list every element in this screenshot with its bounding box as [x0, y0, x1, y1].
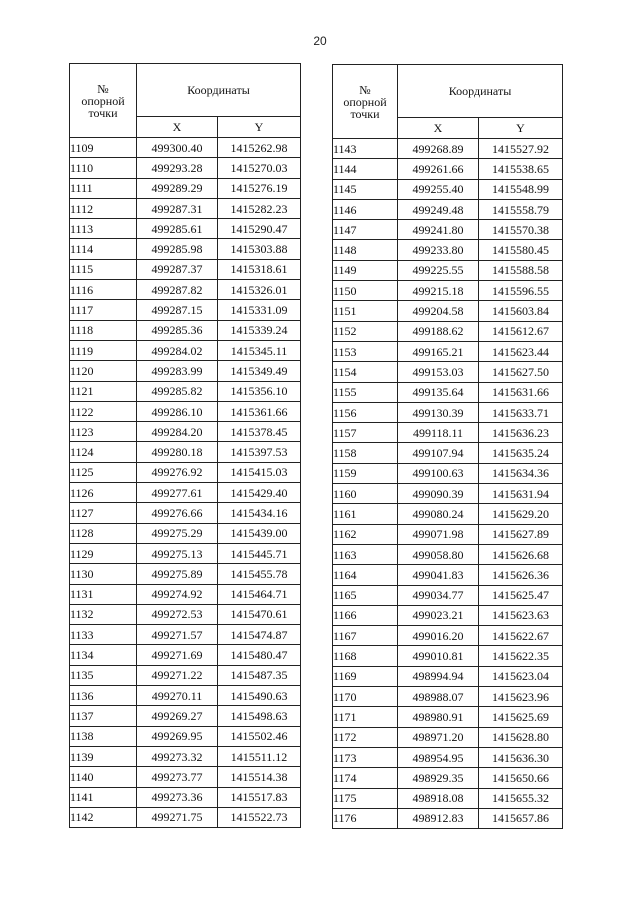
y-coordinate-cell: 1415603.84 [479, 301, 563, 321]
y-coordinate-cell: 1415622.35 [479, 646, 563, 666]
point-number-cell: 1113 [70, 219, 137, 239]
x-coordinate-cell: 499016.20 [398, 626, 479, 646]
table-row [333, 139, 563, 159]
y-coordinate-cell: 1415480.47 [218, 645, 301, 665]
point-number-cell: 1171 [333, 707, 398, 727]
table-row [70, 564, 301, 584]
table-row [70, 767, 301, 787]
y-coordinate-cell: 1415490.63 [218, 686, 301, 706]
table-row [333, 768, 563, 788]
y-coordinate-cell: 1415511.12 [218, 746, 301, 766]
x-coordinate-cell: 499285.82 [137, 381, 218, 401]
y-coordinate-cell: 1415580.45 [479, 240, 563, 260]
table-row [333, 504, 563, 524]
y-coordinate-cell: 1415625.47 [479, 585, 563, 605]
table-row [70, 219, 301, 239]
x-coordinate-cell: 499289.29 [137, 178, 218, 198]
y-coordinate-cell: 1415623.44 [479, 341, 563, 361]
y-coordinate-cell: 1415631.66 [479, 382, 563, 402]
x-coordinate-cell: 499275.29 [137, 523, 218, 543]
page-number: 20 [313, 34, 327, 48]
y-coordinate-cell: 1415474.87 [218, 625, 301, 645]
table-row [70, 686, 301, 706]
point-number-cell: 1165 [333, 585, 398, 605]
x-coordinate-cell: 499271.57 [137, 625, 218, 645]
point-number-header-line: № [97, 81, 109, 96]
x-coordinate-cell: 499271.69 [137, 645, 218, 665]
x-coordinate-cell: 498929.35 [398, 768, 479, 788]
point-number-cell: 1126 [70, 483, 137, 503]
table-row [333, 463, 563, 483]
table-row [70, 746, 301, 766]
coordinates-header: Координаты [137, 64, 301, 117]
y-coordinate-cell: 1415636.23 [479, 423, 563, 443]
x-coordinate-cell: 498918.08 [398, 788, 479, 808]
y-coordinate-cell: 1415349.49 [218, 361, 301, 381]
x-coordinate-cell: 498912.83 [398, 808, 479, 828]
y-coordinate-cell: 1415498.63 [218, 706, 301, 726]
point-number-cell: 1129 [70, 543, 137, 563]
x-coordinate-cell: 499284.02 [137, 340, 218, 360]
point-number-cell: 1117 [70, 300, 137, 320]
x-coordinate-cell: 499269.27 [137, 706, 218, 726]
point-number-cell: 1158 [333, 443, 398, 463]
table-row [70, 523, 301, 543]
x-coordinate-cell: 499233.80 [398, 240, 479, 260]
x-coordinate-cell: 499286.10 [137, 401, 218, 421]
point-number-header [70, 64, 137, 138]
table-row [70, 259, 301, 279]
y-coordinate-cell: 1415650.66 [479, 768, 563, 788]
point-number-cell: 1135 [70, 665, 137, 685]
point-number-cell: 1159 [333, 463, 398, 483]
point-number-cell: 1115 [70, 259, 137, 279]
point-number-cell: 1146 [333, 199, 398, 219]
point-number-cell: 1154 [333, 362, 398, 382]
y-coordinate-cell: 1415527.92 [479, 139, 563, 159]
table-row [70, 787, 301, 807]
table-row [333, 402, 563, 422]
point-number-cell: 1134 [70, 645, 137, 665]
table-row [70, 462, 301, 482]
y-coordinate-cell: 1415625.69 [479, 707, 563, 727]
table-row [70, 320, 301, 340]
y-coordinate-cell: 1415627.89 [479, 524, 563, 544]
point-number-cell: 1142 [70, 807, 137, 827]
table-row [333, 484, 563, 504]
y-coordinate-cell: 1415522.73 [218, 807, 301, 827]
x-coordinate-cell: 499274.92 [137, 584, 218, 604]
x-coordinate-cell: 498971.20 [398, 727, 479, 747]
table-row [333, 159, 563, 179]
x-coordinate-cell: 499283.99 [137, 361, 218, 381]
point-number-cell: 1160 [333, 484, 398, 504]
point-number-cell: 1161 [333, 504, 398, 524]
x-coordinate-cell: 499287.31 [137, 198, 218, 218]
point-number-cell: 1143 [333, 139, 398, 159]
point-number-cell: 1168 [333, 646, 398, 666]
point-number-cell: 1152 [333, 321, 398, 341]
table-body-right [333, 139, 563, 829]
point-number-cell: 1109 [70, 138, 137, 158]
y-coordinate-cell: 1415339.24 [218, 320, 301, 340]
point-number-cell: 1110 [70, 158, 137, 178]
y-coordinate-cell: 1415517.83 [218, 787, 301, 807]
table-row [333, 788, 563, 808]
x-coordinate-cell: 498994.94 [398, 666, 479, 686]
table-row [70, 138, 301, 158]
x-coordinate-cell: 499188.62 [398, 321, 479, 341]
table-row [333, 747, 563, 767]
table-row [70, 442, 301, 462]
point-number-header-line: точки [350, 106, 380, 121]
x-coordinate-cell: 499010.81 [398, 646, 479, 666]
point-number-cell: 1130 [70, 564, 137, 584]
x-coordinate-cell: 499276.66 [137, 503, 218, 523]
y-column-header: Y [218, 117, 301, 138]
point-number-cell: 1138 [70, 726, 137, 746]
point-number-cell: 1174 [333, 768, 398, 788]
point-number-cell: 1119 [70, 340, 137, 360]
x-coordinate-cell: 499071.98 [398, 524, 479, 544]
x-coordinate-cell: 499285.61 [137, 219, 218, 239]
x-coordinate-cell: 499041.83 [398, 565, 479, 585]
point-number-cell: 1136 [70, 686, 137, 706]
table-row [333, 220, 563, 240]
point-number-cell: 1164 [333, 565, 398, 585]
point-number-cell: 1170 [333, 687, 398, 707]
y-coordinate-cell: 1415655.32 [479, 788, 563, 808]
y-coordinate-cell: 1415626.68 [479, 544, 563, 564]
y-coordinate-cell: 1415634.36 [479, 463, 563, 483]
point-number-cell: 1128 [70, 523, 137, 543]
x-coordinate-cell: 499058.80 [398, 544, 479, 564]
x-coordinate-cell: 498954.95 [398, 747, 479, 767]
y-coordinate-cell: 1415326.01 [218, 280, 301, 300]
y-coordinate-cell: 1415282.23 [218, 198, 301, 218]
point-number-cell: 1141 [70, 787, 137, 807]
x-coordinate-cell: 499287.15 [137, 300, 218, 320]
point-number-cell: 1147 [333, 220, 398, 240]
point-number-cell: 1169 [333, 666, 398, 686]
point-number-cell: 1167 [333, 626, 398, 646]
x-coordinate-cell: 499287.37 [137, 259, 218, 279]
y-coordinate-cell: 1415378.45 [218, 422, 301, 442]
table-row [70, 604, 301, 624]
x-coordinate-cell: 499225.55 [398, 260, 479, 280]
x-coordinate-cell: 499100.63 [398, 463, 479, 483]
coordinates-header: Координаты [398, 65, 563, 118]
x-coordinate-cell: 499090.39 [398, 484, 479, 504]
y-coordinate-cell: 1415623.63 [479, 605, 563, 625]
x-coordinate-cell: 499293.28 [137, 158, 218, 178]
y-coordinate-cell: 1415445.71 [218, 543, 301, 563]
x-coordinate-cell: 499255.40 [398, 179, 479, 199]
table-row [70, 158, 301, 178]
point-number-cell: 1125 [70, 462, 137, 482]
table-row [70, 300, 301, 320]
x-coordinate-cell: 498988.07 [398, 687, 479, 707]
x-coordinate-cell: 499165.21 [398, 341, 479, 361]
table-row [70, 645, 301, 665]
table-row [70, 361, 301, 381]
point-number-cell: 1140 [70, 767, 137, 787]
point-number-cell: 1151 [333, 301, 398, 321]
y-coordinate-cell: 1415635.24 [479, 443, 563, 463]
table-row [333, 321, 563, 341]
table-row [70, 584, 301, 604]
y-coordinate-cell: 1415657.86 [479, 808, 563, 828]
y-coordinate-cell: 1415623.96 [479, 687, 563, 707]
y-coordinate-cell: 1415270.03 [218, 158, 301, 178]
y-coordinate-cell: 1415397.53 [218, 442, 301, 462]
x-coordinate-cell: 499080.24 [398, 504, 479, 524]
y-coordinate-cell: 1415628.80 [479, 727, 563, 747]
point-number-cell: 1124 [70, 442, 137, 462]
x-coordinate-cell: 499273.36 [137, 787, 218, 807]
point-number-cell: 1118 [70, 320, 137, 340]
y-coordinate-cell: 1415470.61 [218, 604, 301, 624]
y-coordinate-cell: 1415361.66 [218, 401, 301, 421]
point-number-cell: 1131 [70, 584, 137, 604]
y-coordinate-cell: 1415631.94 [479, 484, 563, 504]
point-number-cell: 1156 [333, 402, 398, 422]
x-coordinate-cell: 499277.61 [137, 483, 218, 503]
table-row [333, 382, 563, 402]
table-row [70, 178, 301, 198]
point-number-cell: 1163 [333, 544, 398, 564]
point-number-cell: 1120 [70, 361, 137, 381]
point-number-cell: 1111 [70, 178, 137, 198]
y-coordinate-cell: 1415345.11 [218, 340, 301, 360]
point-number-cell: 1148 [333, 240, 398, 260]
point-number-cell: 1149 [333, 260, 398, 280]
point-number-cell: 1172 [333, 727, 398, 747]
y-coordinate-cell: 1415570.38 [479, 220, 563, 240]
point-number-cell: 1166 [333, 605, 398, 625]
point-number-cell: 1157 [333, 423, 398, 443]
table-row [333, 301, 563, 321]
y-column-header: Y [479, 118, 563, 139]
table-row [333, 544, 563, 564]
point-number-cell: 1133 [70, 625, 137, 645]
table-row [70, 665, 301, 685]
table-row [70, 239, 301, 259]
table-row [70, 340, 301, 360]
coordinates-table-right [332, 64, 563, 829]
x-coordinate-cell: 499287.82 [137, 280, 218, 300]
table-row [333, 808, 563, 828]
y-coordinate-cell: 1415356.10 [218, 381, 301, 401]
point-number-cell: 1175 [333, 788, 398, 808]
y-coordinate-cell: 1415290.47 [218, 219, 301, 239]
x-coordinate-cell: 499276.92 [137, 462, 218, 482]
y-coordinate-cell: 1415415.03 [218, 462, 301, 482]
x-coordinate-cell: 499285.98 [137, 239, 218, 259]
x-coordinate-cell: 499261.66 [398, 159, 479, 179]
table-row [333, 423, 563, 443]
x-coordinate-cell: 499118.11 [398, 423, 479, 443]
y-coordinate-cell: 1415548.99 [479, 179, 563, 199]
y-coordinate-cell: 1415612.67 [479, 321, 563, 341]
point-number-cell: 1173 [333, 747, 398, 767]
table-row [333, 585, 563, 605]
point-number-cell: 1137 [70, 706, 137, 726]
y-coordinate-cell: 1415464.71 [218, 584, 301, 604]
x-coordinate-cell: 499135.64 [398, 382, 479, 402]
table-row [70, 726, 301, 746]
table-row [70, 543, 301, 563]
table-row [70, 503, 301, 523]
table-row [333, 199, 563, 219]
table-row [70, 401, 301, 421]
y-coordinate-cell: 1415629.20 [479, 504, 563, 524]
table-row [333, 362, 563, 382]
x-coordinate-cell: 499271.22 [137, 665, 218, 685]
y-coordinate-cell: 1415434.16 [218, 503, 301, 523]
table-row [70, 198, 301, 218]
x-coordinate-cell: 499107.94 [398, 443, 479, 463]
y-coordinate-cell: 1415596.55 [479, 281, 563, 301]
table-row [333, 687, 563, 707]
x-coordinate-cell: 499273.77 [137, 767, 218, 787]
y-coordinate-cell: 1415626.36 [479, 565, 563, 585]
point-number-cell: 1176 [333, 808, 398, 828]
x-coordinate-cell: 499271.75 [137, 807, 218, 827]
x-coordinate-cell: 499285.36 [137, 320, 218, 340]
y-coordinate-cell: 1415514.38 [218, 767, 301, 787]
y-coordinate-cell: 1415502.46 [218, 726, 301, 746]
table-row [333, 341, 563, 361]
point-number-cell: 1127 [70, 503, 137, 523]
y-coordinate-cell: 1415487.35 [218, 665, 301, 685]
x-coordinate-cell: 499268.89 [398, 139, 479, 159]
point-number-header-line: опорной [343, 94, 387, 109]
coordinates-table-left [69, 63, 301, 828]
y-coordinate-cell: 1415439.00 [218, 523, 301, 543]
x-coordinate-cell: 499275.13 [137, 543, 218, 563]
x-coordinate-cell: 499130.39 [398, 402, 479, 422]
y-coordinate-cell: 1415588.58 [479, 260, 563, 280]
y-coordinate-cell: 1415318.61 [218, 259, 301, 279]
y-coordinate-cell: 1415262.98 [218, 138, 301, 158]
x-coordinate-cell: 499284.20 [137, 422, 218, 442]
table-row [70, 280, 301, 300]
y-coordinate-cell: 1415455.78 [218, 564, 301, 584]
table-row [333, 707, 563, 727]
table-row [333, 626, 563, 646]
point-number-cell: 1112 [70, 198, 137, 218]
x-column-header: X [398, 118, 479, 139]
y-coordinate-cell: 1415633.71 [479, 402, 563, 422]
y-coordinate-cell: 1415429.40 [218, 483, 301, 503]
y-coordinate-cell: 1415538.65 [479, 159, 563, 179]
table-row [333, 646, 563, 666]
x-column-header: X [137, 117, 218, 138]
table-row [70, 483, 301, 503]
point-number-cell: 1153 [333, 341, 398, 361]
point-number-cell: 1121 [70, 381, 137, 401]
point-number-header-line: № [359, 82, 371, 97]
table-row [333, 605, 563, 625]
point-number-cell: 1145 [333, 179, 398, 199]
point-number-cell: 1116 [70, 280, 137, 300]
y-coordinate-cell: 1415331.09 [218, 300, 301, 320]
point-number-cell: 1132 [70, 604, 137, 624]
table-row [333, 260, 563, 280]
x-coordinate-cell: 499273.32 [137, 746, 218, 766]
table-row [333, 179, 563, 199]
table-body-left [70, 138, 301, 828]
point-number-cell: 1139 [70, 746, 137, 766]
table-row [70, 625, 301, 645]
point-number-cell: 1144 [333, 159, 398, 179]
y-coordinate-cell: 1415622.67 [479, 626, 563, 646]
table-row [70, 381, 301, 401]
x-coordinate-cell: 499272.53 [137, 604, 218, 624]
x-coordinate-cell: 499034.77 [398, 585, 479, 605]
x-coordinate-cell: 499280.18 [137, 442, 218, 462]
y-coordinate-cell: 1415276.19 [218, 178, 301, 198]
table-row [70, 422, 301, 442]
y-coordinate-cell: 1415627.50 [479, 362, 563, 382]
table-row [333, 240, 563, 260]
x-coordinate-cell: 499249.48 [398, 199, 479, 219]
table-row [70, 807, 301, 827]
x-coordinate-cell: 499204.58 [398, 301, 479, 321]
point-number-cell: 1122 [70, 401, 137, 421]
x-coordinate-cell: 499241.80 [398, 220, 479, 240]
point-number-header-line: точки [88, 105, 118, 120]
x-coordinate-cell: 499300.40 [137, 138, 218, 158]
x-coordinate-cell: 498980.91 [398, 707, 479, 727]
y-coordinate-cell: 1415303.88 [218, 239, 301, 259]
point-number-header-line: опорной [81, 93, 125, 108]
x-coordinate-cell: 499275.89 [137, 564, 218, 584]
x-coordinate-cell: 499270.11 [137, 686, 218, 706]
point-number-header [333, 65, 398, 139]
table-row [333, 727, 563, 747]
y-coordinate-cell: 1415636.30 [479, 747, 563, 767]
table-row [333, 524, 563, 544]
point-number-cell: 1155 [333, 382, 398, 402]
table-row [333, 565, 563, 585]
x-coordinate-cell: 499269.95 [137, 726, 218, 746]
y-coordinate-cell: 1415558.79 [479, 199, 563, 219]
point-number-cell: 1123 [70, 422, 137, 442]
table-row [333, 666, 563, 686]
x-coordinate-cell: 499215.18 [398, 281, 479, 301]
x-coordinate-cell: 499153.03 [398, 362, 479, 382]
table-row [70, 706, 301, 726]
table-row [333, 443, 563, 463]
y-coordinate-cell: 1415623.04 [479, 666, 563, 686]
point-number-cell: 1114 [70, 239, 137, 259]
x-coordinate-cell: 499023.21 [398, 605, 479, 625]
point-number-cell: 1150 [333, 281, 398, 301]
point-number-cell: 1162 [333, 524, 398, 544]
table-row [333, 281, 563, 301]
